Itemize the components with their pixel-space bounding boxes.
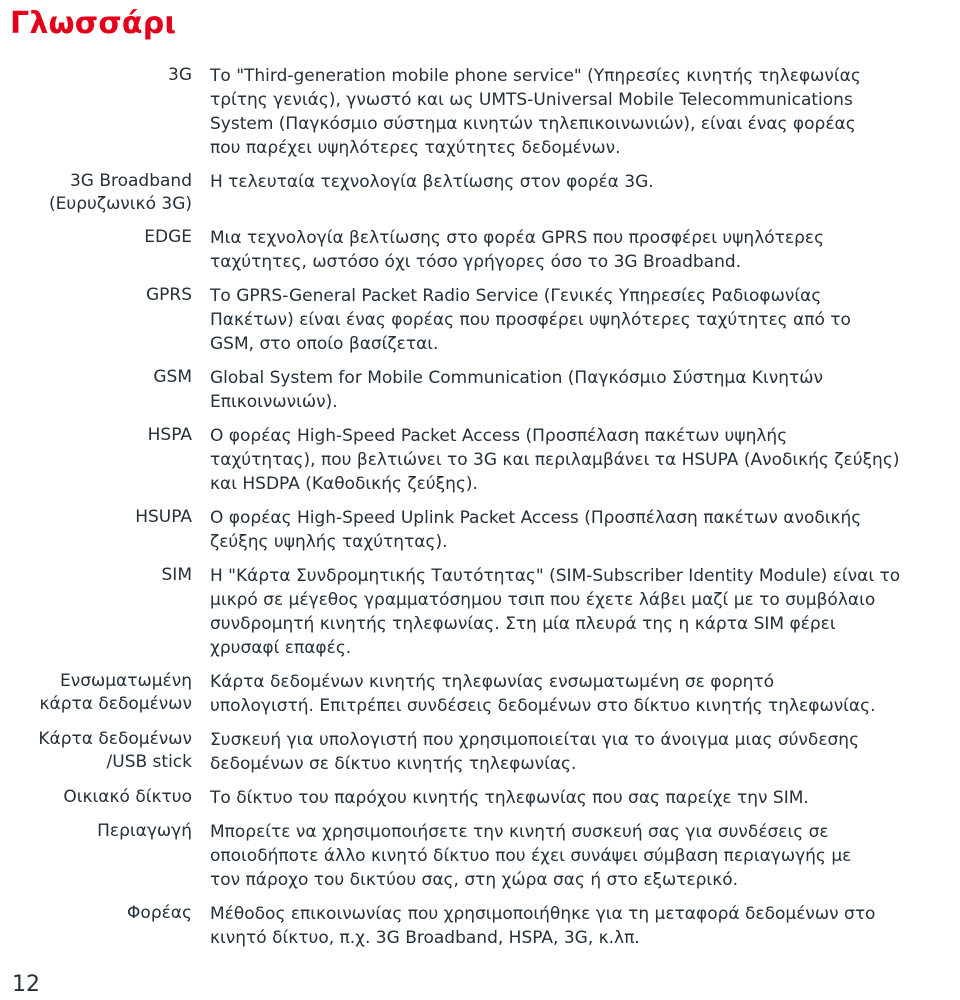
- glossary-entry: [0, 366, 960, 414]
- glossary-entry: [0, 64, 960, 160]
- glossary-entry: [0, 506, 960, 554]
- glossary-definition: Ο φορέας High-Speed Uplink Packet Access (Προσπέλαση πακέτων ανοδικής ζεύξης υψηλής ταχύτητας).: [210, 508, 862, 552]
- glossary-list: [0, 64, 960, 960]
- glossary-entry: [0, 902, 960, 950]
- glossary-entry: [0, 284, 960, 356]
- glossary-definition: Συσκευή για υπολογιστή που χρησιμοποιείται για το άνοιγμα μιας σύνδεσης δεδομένων σε δίκτυο κινητής τηλεφωνίας.: [210, 730, 860, 774]
- glossary-term: HSPA: [147, 425, 192, 445]
- glossary-term: Φορέας: [127, 903, 192, 923]
- glossary-definition: Η τελευταία τεχνολογία βελτίωσης στον φορέα 3G.: [210, 172, 654, 192]
- glossary-entry: [0, 226, 960, 274]
- glossary-term: GPRS: [145, 285, 192, 305]
- glossary-term: Ενσωματωμένη κάρτα δεδομένων: [39, 671, 192, 714]
- glossary-term: GSM: [153, 367, 192, 387]
- glossary-entry: [0, 670, 960, 718]
- glossary-term: 3G: [168, 65, 192, 85]
- glossary-definition: Το GPRS-General Packet Radio Service (Γενικές Υπηρεσίες Ραδιοφωνίας Πακέτων) είναι ένας φορέας που προσφέρει υψηλότερες ταχύτητες από το GSM, στο οποίο βασίζεται.: [210, 286, 851, 354]
- glossary-entry: [0, 424, 960, 496]
- page-number: 12: [12, 972, 40, 997]
- glossary-definition: Η "Κάρτα Συνδρομητικής Ταυτότητας" (SIM-Subscriber Identity Module) είναι το μικρό σε μέγεθος γραμματόσημου τσιπ που έχετε λάβει μαζί με το συμβόλαιο συνδρομητή κινητής τηλεφωνίας. Στη μία πλευρά της η κάρτα SIM φέρει χρυσαφί επαφές.: [210, 566, 901, 658]
- glossary-term: 3G Broadband (Ευρυζωνικό 3G): [48, 171, 192, 214]
- glossary-term: Κάρτα δεδομένων /USB stick: [38, 729, 192, 772]
- glossary-entry: [0, 170, 960, 216]
- glossary-definition: Το δίκτυο του παρόχου κινητής τηλεφωνίας που σας παρείχε την SIM.: [210, 788, 809, 808]
- glossary-definition: Μια τεχνολογία βελτίωσης στο φορέα GPRS που προσφέρει υψηλότερες ταχύτητες, ωστόσο όχι τόσο γρήγορες όσο το 3G Broadband.: [210, 228, 825, 272]
- page-title: Γλωσσάρι: [10, 6, 177, 41]
- glossary-term: EDGE: [144, 227, 192, 247]
- glossary-entry: [0, 786, 960, 810]
- glossary-term: Περιαγωγή: [97, 821, 192, 841]
- glossary-definition: Ο φορέας High-Speed Packet Access (Προσπέλαση πακέτων υψηλής ταχύτητας), που βελτιώνει το 3G και περιλαμβάνει τα HSUPA (Ανοδικής ζεύξης) και HSDPA (Καθοδικής ζεύξης).: [210, 426, 900, 494]
- glossary-definition: Global System for Mobile Communication (Παγκόσμιο Σύστημα Κινητών Επικοινωνιών).: [210, 368, 823, 412]
- glossary-definition: Κάρτα δεδομένων κινητής τηλεφωνίας ενσωματωμένη σε φορητό υπολογιστή. Επιτρέπει συνδέσεις δεδομένων στο δίκτυο κινητής τηλεφωνίας.: [210, 672, 876, 716]
- glossary-term: HSUPA: [135, 507, 192, 527]
- glossary-term: SIM: [161, 565, 192, 585]
- glossary-term: Οικιακό δίκτυο: [63, 787, 192, 807]
- glossary-entry: [0, 564, 960, 660]
- glossary-entry: [0, 728, 960, 776]
- glossary-definition: Το "Third-generation mobile phone service" (Υπηρεσίες κινητής τηλεφωνίας τρίτης γενιάς), γνωστό και ως UMTS-Universal Mobile Telecommunications System (Παγκόσμιο σύστημα κινητών τηλεπικοινωνιών), είναι ένας φορέας που παρέχει υψηλότερες ταχύτητες δεδομένων.: [210, 66, 861, 158]
- glossary-entry: [0, 820, 960, 892]
- glossary-definition: Μέθοδος επικοινωνίας που χρησιμοποιήθηκε για τη μεταφορά δεδομένων στο κινητό δίκτυο, π.χ. 3G Broadband, HSPA, 3G, κ.λπ.: [210, 904, 876, 948]
- glossary-definition: Μπορείτε να χρησιμοποιήσετε την κινητή συσκευή σας για συνδέσεις σε οποιοδήποτε άλλο κινητό δίκτυο που έχει συνάψει σύμβαση περιαγωγής με τον πάροχο του δικτύου σας, στη χώρα σας ή στο εξωτερικό.: [210, 822, 852, 890]
